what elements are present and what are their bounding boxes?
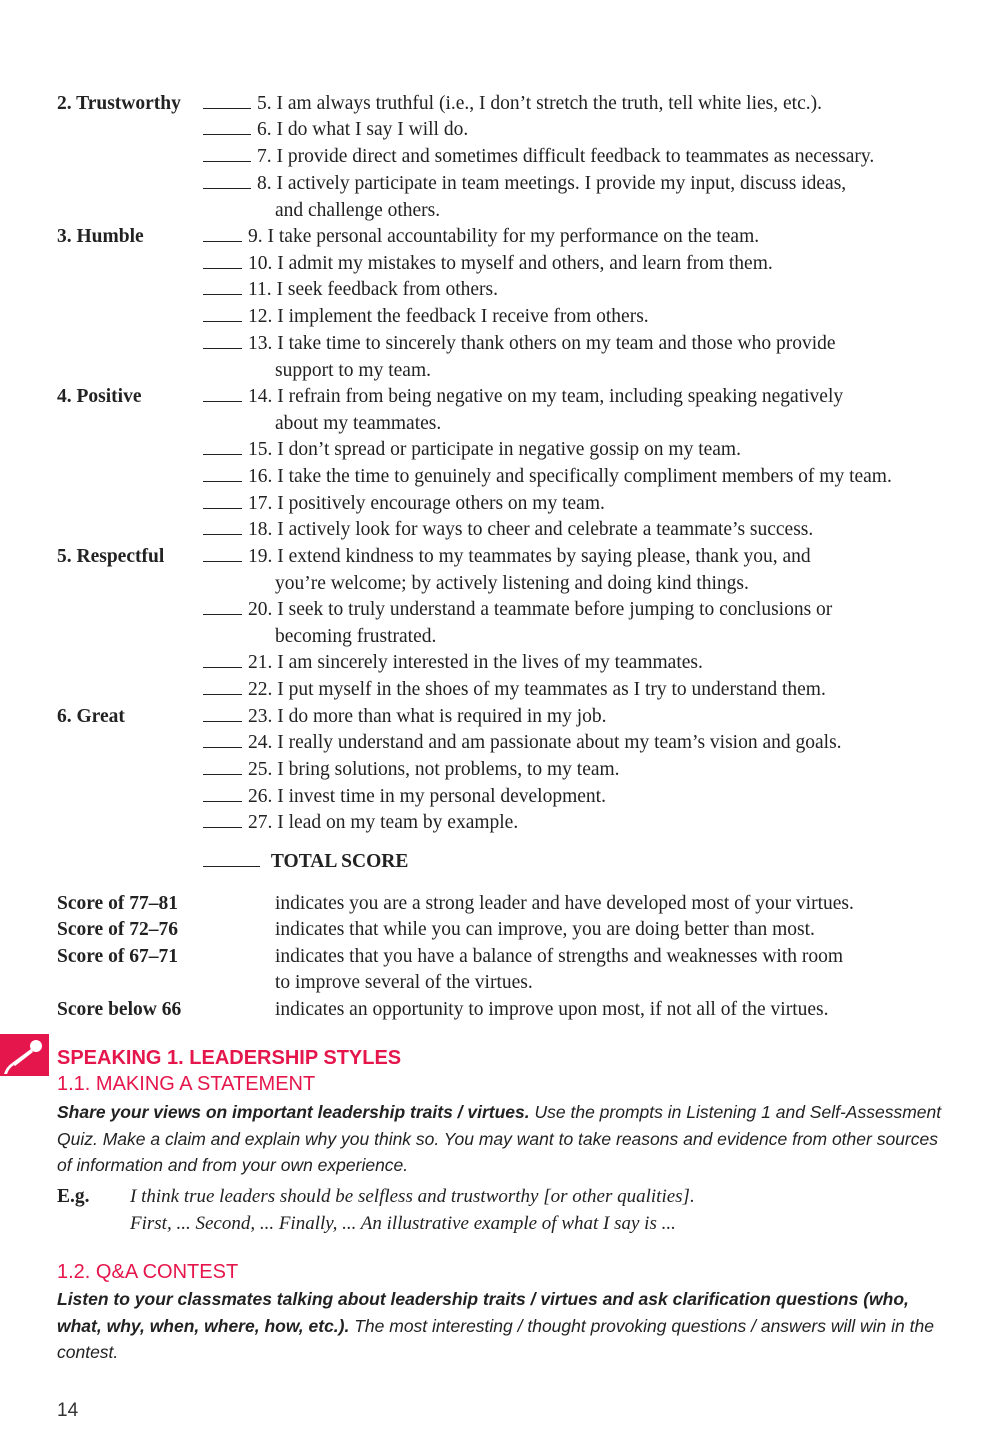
- quiz-item-text: 25. I bring solutions, not problems, to my team.: [248, 759, 620, 780]
- quiz-item-text: 22. I put myself in the shoes of my teammates as I try to understand them.: [248, 679, 826, 700]
- quiz-item: [203, 387, 843, 407]
- answer-blank[interactable]: [203, 453, 242, 455]
- quiz-item-text: 14. I refrain from being negative on my team, including speaking negatively: [248, 386, 844, 407]
- answer-blank[interactable]: [203, 826, 242, 828]
- quiz-item-text: 5. I am always truthful (i.e., I don’t stretch the truth, tell white lies, etc.).: [257, 93, 822, 114]
- score-text-3b: to improve several of the virtues.: [275, 972, 533, 993]
- answer-blank[interactable]: [203, 267, 242, 269]
- quiz-item: [203, 467, 892, 487]
- quiz-item: [203, 254, 773, 274]
- total-score-blank[interactable]: [203, 865, 260, 867]
- quiz-item: [203, 174, 846, 194]
- answer-blank[interactable]: [203, 800, 242, 802]
- quiz-item-continuation: and challenge others.: [275, 199, 441, 221]
- microphone-icon: [0, 1034, 49, 1076]
- answer-blank[interactable]: [203, 480, 242, 482]
- score-label-4: Score below 66: [57, 999, 182, 1020]
- quiz-item-text: 20. I seek to truly understand a teammate before jumping to conclusions or: [248, 599, 833, 620]
- category-trustworthy: 2. Trustworthy: [57, 93, 181, 114]
- total-score-row: [203, 852, 408, 872]
- quiz-item-continuation: support to my team.: [275, 359, 431, 381]
- quiz-item-text: 18. I actively look for ways to cheer and celebrate a teammate’s success.: [248, 519, 814, 540]
- answer-blank[interactable]: [203, 720, 242, 722]
- quiz-item: [203, 280, 498, 300]
- quiz-item-text: 8. I actively participate in team meetings. I provide my input, discuss ideas,: [257, 173, 847, 194]
- quiz-item: [203, 334, 836, 354]
- answer-blank[interactable]: [203, 160, 251, 162]
- score-label-3: Score of 67–71: [57, 946, 178, 967]
- answer-blank[interactable]: [203, 347, 242, 349]
- answer-blank[interactable]: [203, 746, 242, 748]
- score-text-3: indicates that you have a balance of strengths and weaknesses with room: [275, 946, 844, 967]
- section-1-2-instructions: [57, 1286, 947, 1366]
- quiz-item-text: 23. I do more than what is required in my job.: [248, 706, 607, 727]
- example-line-1: I think true leaders should be selfless and trustworthy [or other qualities].: [130, 1186, 695, 1207]
- quiz-item-text: 7. I provide direct and sometimes difficult feedback to teammates as necessary.: [257, 146, 875, 167]
- answer-blank[interactable]: [203, 560, 242, 562]
- category-great: 6. Great: [57, 706, 125, 727]
- total-score-label: TOTAL SCORE: [270, 851, 409, 872]
- section-1-2-bold: Listen to your classmates talking about leadership traits / virtues and ask clarification questions (who, what, why, when, where, how, etc.).: [57, 1289, 909, 1336]
- answer-blank[interactable]: [203, 693, 242, 695]
- quiz-item: [203, 120, 468, 140]
- answer-blank[interactable]: [203, 240, 242, 242]
- quiz-item-text: 21. I am sincerely interested in the lives of my teammates.: [248, 652, 703, 673]
- quiz-item: [203, 494, 605, 514]
- section-1-1-title: 1.1. MAKING A STATEMENT: [57, 1073, 316, 1095]
- quiz-item: [203, 94, 822, 114]
- quiz-item-text: 12. I implement the feedback I receive from others.: [248, 306, 649, 327]
- quiz-item: [203, 733, 842, 753]
- quiz-item-text: 11. I seek feedback from others.: [248, 279, 498, 300]
- answer-blank[interactable]: [203, 533, 242, 535]
- quiz-item: [203, 547, 811, 567]
- answer-blank[interactable]: [203, 773, 242, 775]
- quiz-item-continuation: about my teammates.: [275, 412, 442, 434]
- quiz-item-text: 19. I extend kindness to my teammates by saying please, thank you, and: [248, 546, 811, 567]
- quiz-item: [203, 227, 759, 247]
- section-1-1-bold: Share your views on important leadership traits / virtues.: [57, 1102, 530, 1122]
- quiz-item-continuation: you’re welcome; by actively listening and doing kind things.: [275, 572, 749, 594]
- quiz-item: [203, 147, 874, 167]
- category-humble: 3. Humble: [57, 226, 144, 247]
- quiz-item-text: 16. I take the time to genuinely and specifically compliment members of my team.: [248, 466, 892, 487]
- answer-blank[interactable]: [203, 133, 251, 135]
- quiz-item-text: 9. I take personal accountability for my performance on the team.: [248, 226, 760, 247]
- quiz-item: [203, 680, 826, 700]
- quiz-item-text: 24. I really understand and am passionate about my team’s vision and goals.: [248, 732, 842, 753]
- answer-blank[interactable]: [203, 187, 251, 189]
- section-1-1-instructions: [57, 1099, 947, 1179]
- quiz-item: [203, 760, 620, 780]
- answer-blank[interactable]: [203, 320, 242, 322]
- quiz-item: [203, 440, 741, 460]
- example-label: E.g.: [57, 1186, 90, 1207]
- page-number: 14: [57, 1400, 79, 1421]
- quiz-item-text: 17. I positively encourage others on my team.: [248, 493, 605, 514]
- example-line-2: First, ... Second, ... Finally, ... An illustrative example of what I say is ...: [130, 1213, 676, 1234]
- quiz-item-text: 13. I take time to sincerely thank others on my team and those who provide: [248, 333, 836, 354]
- category-respectful: 5. Respectful: [57, 546, 165, 567]
- section-1-2-rest: The most interesting / thought provoking questions / answers will win in the contest.: [57, 1315, 934, 1362]
- answer-blank[interactable]: [203, 293, 242, 295]
- quiz-item-text: 26. I invest time in my personal development.: [248, 786, 606, 807]
- quiz-item: [203, 307, 649, 327]
- quiz-item-text: 6. I do what I say I will do.: [257, 119, 469, 140]
- score-text-2: indicates that while you can improve, you are doing better than most.: [275, 919, 815, 940]
- answer-blank[interactable]: [203, 507, 242, 509]
- section-1-2-title: 1.2. Q&A CONTEST: [57, 1261, 239, 1283]
- answer-blank[interactable]: [203, 107, 251, 109]
- quiz-item-continuation: becoming frustrated.: [275, 625, 437, 647]
- quiz-item: [203, 653, 703, 673]
- score-text-4: indicates an opportunity to improve upon most, if not all of the virtues.: [275, 999, 829, 1020]
- answer-blank[interactable]: [203, 400, 242, 402]
- quiz-item: [203, 600, 832, 620]
- quiz-item-text: 15. I don’t spread or participate in negative gossip on my team.: [248, 439, 741, 460]
- quiz-item-text: 10. I admit my mistakes to myself and others, and learn from them.: [248, 253, 773, 274]
- score-label-2: Score of 72–76: [57, 919, 178, 940]
- quiz-item: [203, 520, 813, 540]
- section-1-1-rest: Use the prompts in Listening 1 and Self-Assessment Quiz. Make a claim and explain why you think so. You may want to take reasons and evidence from other sources of information and from your own experience.: [57, 1102, 942, 1175]
- answer-blank[interactable]: [203, 666, 242, 668]
- category-positive: 4. Positive: [57, 386, 142, 407]
- quiz-item: [203, 813, 518, 833]
- quiz-item: [203, 707, 607, 727]
- score-text-1: indicates you are a strong leader and have developed most of your virtues.: [275, 893, 854, 914]
- quiz-item: [203, 787, 606, 807]
- quiz-item-text: 27. I lead on my team by example.: [248, 812, 519, 833]
- answer-blank[interactable]: [203, 613, 242, 615]
- speaking-title: SPEAKING 1. LEADERSHIP STYLES: [57, 1047, 402, 1069]
- score-label-1: Score of 77–81: [57, 893, 178, 914]
